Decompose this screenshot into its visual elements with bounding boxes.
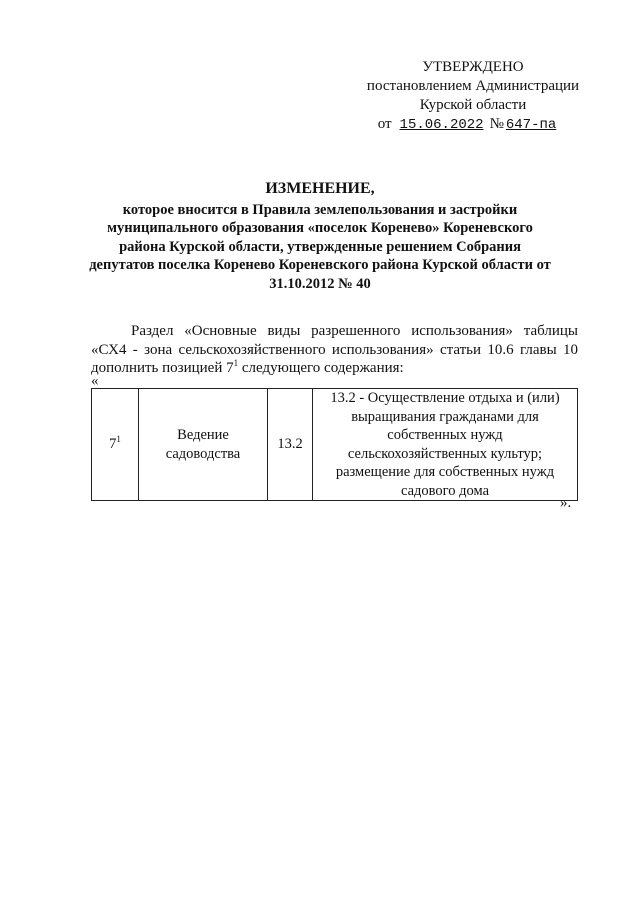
body-line-3: дополнить позицией $7^1$ следующего содержания: xyxy=(91,358,404,376)
body-line-2: «СХ4 - зона сельскохозяйственного использования» статьи 10.6 главы 10 xyxy=(91,341,578,358)
approval-stamp xyxy=(340,58,606,135)
title-line: района Курской области, утвержденные решением Собрания xyxy=(119,238,521,255)
body-line-1: Раздел «Основные виды разрешенного использования» таблицы xyxy=(131,323,578,339)
approval-date: 15.06.2022 xyxy=(399,117,484,133)
title-line: 31.10.2012 № 40 xyxy=(269,275,371,292)
title-line: депутатов поселка Коренево Кореневского района Курской области от xyxy=(89,257,551,273)
table-cell-code: 13.2 xyxy=(268,389,313,501)
approval-number: 647-па xyxy=(505,117,557,133)
table-cell-number: $7^1$ xyxy=(92,389,139,501)
table-cell-description: 13.2 - Осуществление отдыха и (или) выращивания гражданами для собственных нужд сельскохозяйственных культур; размещение для собственных нужд садового дома xyxy=(313,389,578,501)
title-line: муниципального образования «поселок Кореневo» Кореневского xyxy=(107,220,533,236)
approval-prefix: от xyxy=(377,116,392,132)
approval-number-sign: № xyxy=(489,116,504,132)
approval-date-line xyxy=(340,115,606,135)
approval-line-1: постановлением Администрации xyxy=(366,78,580,94)
table-row xyxy=(92,389,578,501)
table-cell-name: Ведение садоводства xyxy=(139,389,268,501)
document-title xyxy=(80,180,560,293)
approval-line-2: Курской области xyxy=(419,97,527,113)
title-main: ИЗМЕНЕНИЕ, xyxy=(265,180,375,197)
approval-heading: УТВЕРЖДЕНО xyxy=(422,59,524,75)
title-line: которое вносится в Правила землепользования и застройки xyxy=(122,201,518,218)
opening-quote: « xyxy=(91,373,99,389)
position-table xyxy=(91,388,578,501)
closing-quote: ». xyxy=(560,495,572,511)
body-paragraph xyxy=(91,322,578,378)
